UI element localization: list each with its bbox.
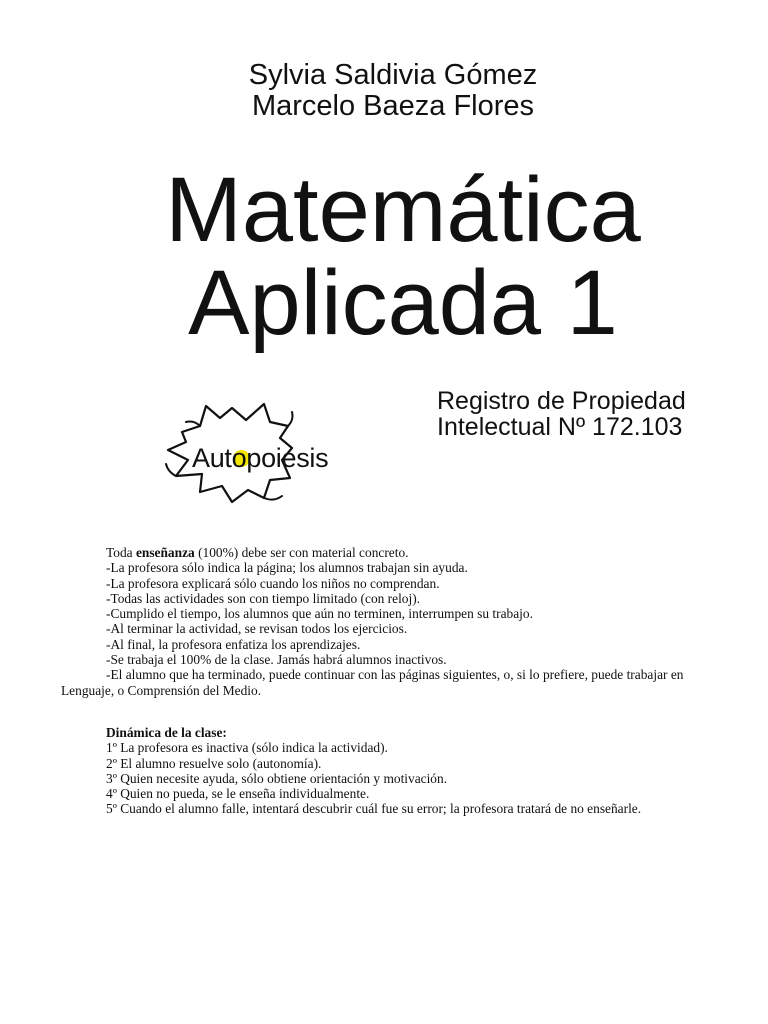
- rule-line: -La profesora explicará sólo cuando los niños no comprendan.: [106, 575, 440, 591]
- rule-line: -Al final, la profesora enfatiza los aprendizajes.: [106, 636, 361, 652]
- intro-line: [61, 545, 727, 560]
- step-line: 1º La profesora es inactiva (sólo indica la actividad).: [106, 740, 388, 756]
- intro-lead: Toda: [106, 545, 136, 560]
- registry-line: Registro de Propiedad: [437, 387, 686, 415]
- dinamica-heading: [61, 725, 727, 740]
- logo-word-o: [232, 442, 247, 474]
- step-line: 2º El alumno resuelve solo (autonomía).: [106, 755, 322, 771]
- rule-line: -Todas las actividades son con tiempo limitado (con reloj).: [106, 590, 421, 606]
- authors-block: [0, 60, 768, 122]
- author-name: Sylvia Saldivia Gómez: [248, 59, 538, 91]
- rule-line: -Se trabaja el 100% de la clase. Jamás habrá alumnos inactivos.: [106, 652, 447, 668]
- step-line: 5º Cuando el alumno falle, intentará descubrir cuál fue su error; la profesora tratará de no enseñarle.: [106, 801, 642, 817]
- step-line: 4º Quien no pueda, se le enseña individualmente.: [106, 786, 370, 802]
- instructions-text: [61, 545, 727, 817]
- registry-line: Intelectual Nº 172.103: [437, 413, 683, 441]
- intro-bold-word: enseñanza: [135, 545, 195, 560]
- dinamica-heading-text: Dinámica de la clase:: [106, 724, 227, 740]
- rule-line: -Cumplido el tiempo, los alumnos que aún no terminen, interrumpen su trabajo.: [106, 606, 533, 622]
- title-line: Matemática: [165, 159, 641, 261]
- book-title: [0, 159, 768, 354]
- logo-word-end: poiesis: [246, 443, 329, 473]
- rule-line: -La profesora sólo indica la página; los alumnos trabajan sin ayuda.: [106, 560, 468, 576]
- logo-wordmark: [192, 442, 328, 474]
- step-line: 3º Quien necesite ayuda, sólo obtiene orientación y motivación.: [106, 770, 448, 786]
- logo-word-start: Aut: [192, 443, 232, 473]
- intro-rest: (100%) debe ser con material concreto.: [194, 545, 409, 560]
- author-name: Marcelo Baeza Flores: [251, 90, 535, 122]
- rule-line-wrapped: -El alumno que ha terminado, puede continuar con las páginas siguientes, o, si lo prefiere, puede trabajar en Lenguaje, o Comprensión del Medio.: [61, 667, 684, 698]
- title-line: Aplicada 1: [188, 252, 618, 354]
- registry-note: [437, 388, 686, 440]
- logo-word-o-letter: o: [231, 443, 247, 473]
- rule-line: -Al terminar la actividad, se revisan todos los ejercicios.: [106, 621, 408, 637]
